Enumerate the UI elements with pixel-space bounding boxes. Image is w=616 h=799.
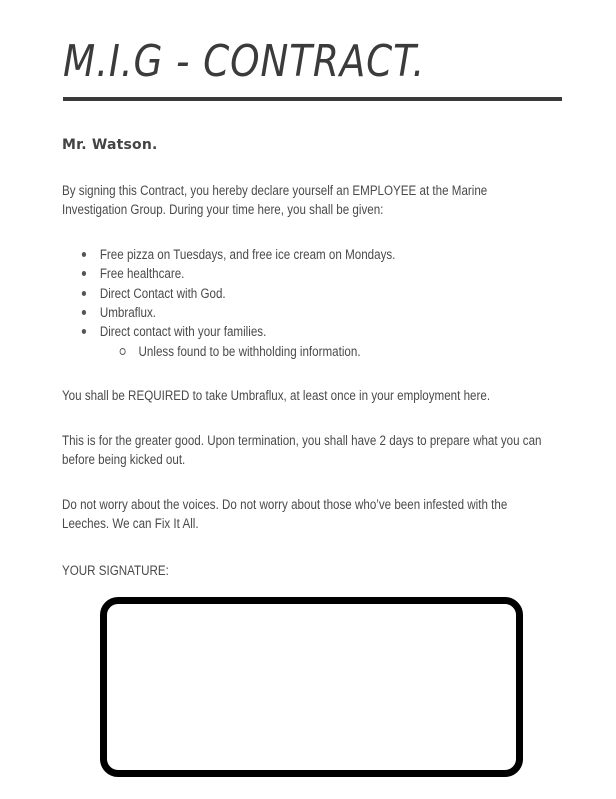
intro-paragraph: By signing this Contract, you hereby declare yourself an EMPLOYEE at the Marine Investigation Group. During your time here, you shall be given: xyxy=(62,183,488,217)
benefit-text: Direct contact with your families. xyxy=(99,324,267,340)
benefit-text: Umbraflux. xyxy=(99,304,156,320)
benefit-text: Direct Contact with God. xyxy=(99,285,226,301)
title-divider xyxy=(63,97,562,101)
bullet-icon xyxy=(82,252,86,257)
benefit-item xyxy=(62,303,548,322)
benefit-item xyxy=(62,245,548,264)
benefit-item xyxy=(62,322,548,341)
benefit-exception-item xyxy=(62,342,548,361)
bullet-icon xyxy=(82,291,86,296)
bullet-icon xyxy=(82,310,86,315)
benefit-item xyxy=(62,284,548,303)
bullet-icon xyxy=(82,329,86,334)
bullet-icon xyxy=(82,271,86,276)
recipient-name: Mr. Watson. xyxy=(62,137,158,153)
benefit-text: Free healthcare. xyxy=(99,266,185,282)
benefit-exception-text: Unless found to be withholding information. xyxy=(138,344,361,359)
signature-box[interactable] xyxy=(100,597,523,777)
signature-label: YOUR SIGNATURE: xyxy=(62,563,169,578)
reassurance-paragraph: Do not worry about the voices. Do not worry about those who’ve been infested with the Leeches. We can Fix It All. xyxy=(62,497,508,531)
benefits-list xyxy=(62,245,548,341)
benefit-item xyxy=(62,264,548,283)
benefit-text: Free pizza on Tuesdays, and free ice cream on Mondays. xyxy=(99,247,396,262)
document-title: M.I.G - CONTRACT. xyxy=(63,36,426,87)
termination-paragraph: This is for the greater good. Upon termination, you shall have 2 days to prepare what you can before being kicked out. xyxy=(62,433,542,467)
hollow-bullet-icon xyxy=(120,348,126,355)
requirement-paragraph: You shall be REQUIRED to take Umbraflux, at least once in your employment here. xyxy=(62,388,491,403)
benefit-sublist xyxy=(62,342,548,361)
